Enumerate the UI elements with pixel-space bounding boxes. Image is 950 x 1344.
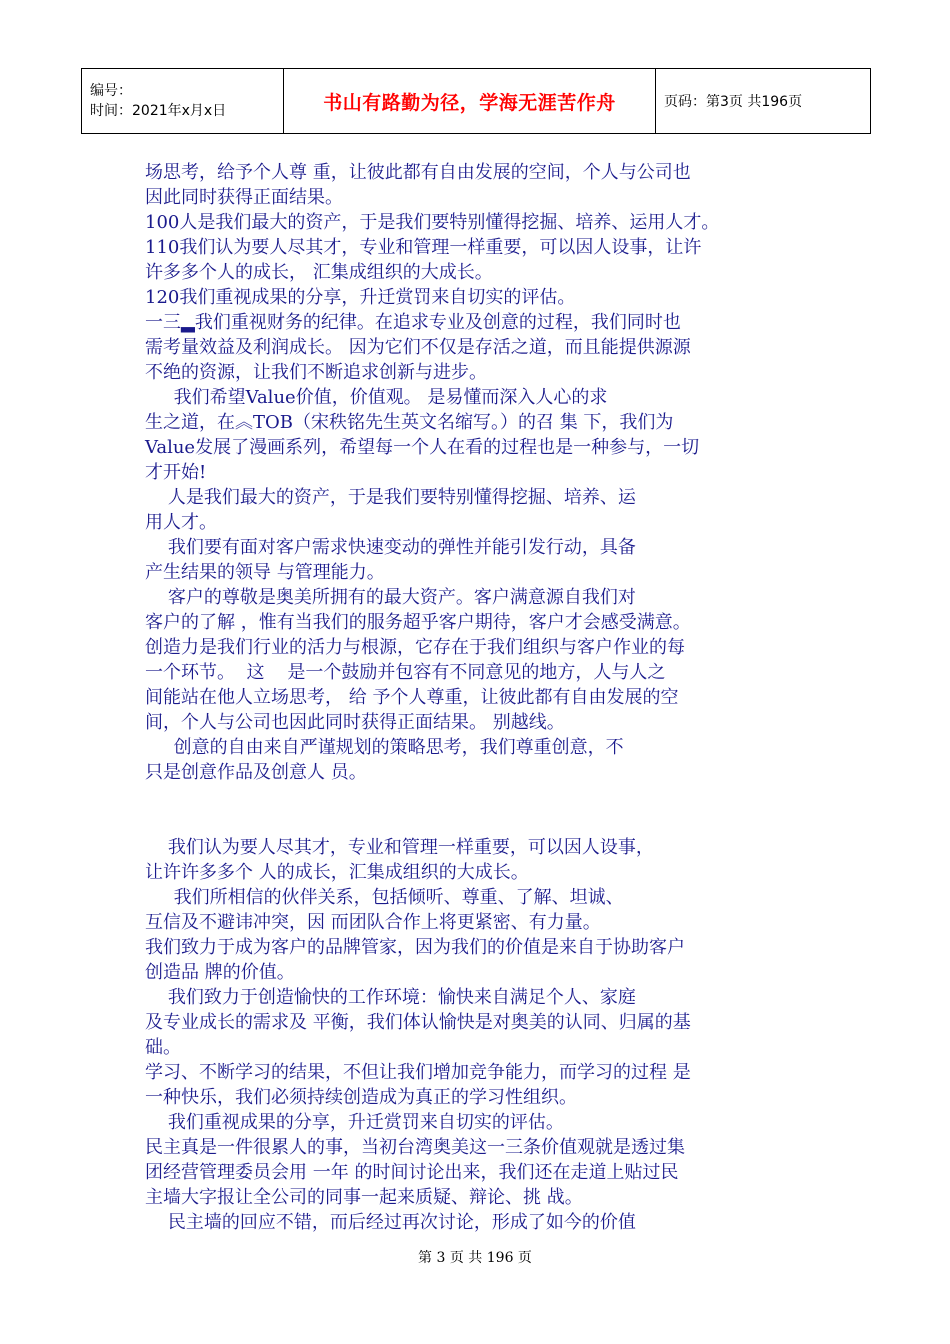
body-line: 客户的了解 ，惟有当我们的服务超乎客户期待，客户才会感受满意。 bbox=[145, 612, 691, 633]
body-line: 场思考，给予个人尊 重，让彼此都有自由发展的空间，个人与公司也 bbox=[145, 162, 691, 183]
page-footer: 第 3 页 共 196 页 bbox=[418, 1250, 532, 1266]
body-line: 我们致力于成为客户的品牌管家，因为我们的价值是来自于协助客户 bbox=[145, 937, 685, 958]
body-line: 间，个人与公司也因此同时获得正面结果。 别越线。 bbox=[145, 712, 565, 733]
body-line: 一个环节。 这 是一个鼓励并包容有不同意见的地方，人与人之 bbox=[145, 662, 666, 683]
body-line: 许多多个人的成长， 汇集成组织的大成长。 bbox=[145, 262, 493, 283]
document-date-label: 时间：2021年x月x日 bbox=[90, 103, 227, 119]
body-line: 一种快乐，我们必须持续创造成为真正的学习性组织。 bbox=[145, 1087, 577, 1108]
body-line: 创意的自由来自严谨规划的策略思考，我们尊重创意，不 bbox=[145, 737, 624, 758]
body-line: 民主墙的回应不错，而后经过再次讨论，形成了如今的价值 bbox=[145, 1212, 636, 1233]
body-line: 因此同时获得正面结果。 bbox=[145, 187, 343, 208]
body-line: 我们重视成果的分享，升迁赏罚来自切实的评估。 bbox=[145, 1112, 564, 1133]
body-line: 我们致力于创造愉快的工作环境：愉快来自满足个人、家庭 bbox=[145, 987, 636, 1008]
body-line: 团经营管理委员会用 一年 的时间讨论出来，我们还在走道上贴过民 bbox=[145, 1162, 679, 1183]
body-line: 间能站在他人立场思考， 给 予个人尊重，让彼此都有自由发展的空 bbox=[145, 687, 679, 708]
document-number-label: 编号： bbox=[90, 83, 132, 99]
body-line: 我们希望Value价值，价值观。 是易懂而深入人心的求 bbox=[145, 387, 608, 408]
page-header-table bbox=[81, 68, 871, 134]
body-line: 不绝的资源，让我们不断追求创新与进步。 bbox=[145, 362, 487, 383]
body-line: 让许许多多个 人的成长，汇集成组织的大成长。 bbox=[145, 862, 529, 883]
body-line: 人是我们最大的资产，于是我们要特别懂得挖掘、培养、运 bbox=[145, 487, 636, 508]
header-meta-cell bbox=[82, 69, 284, 134]
body-line: 120我们重视成果的分享，升迁赏罚来自切实的评估。 bbox=[145, 287, 576, 308]
body-line: 只是创意作品及创意人 员。 bbox=[145, 762, 367, 783]
body-line: 产生结果的领导 与管理能力。 bbox=[145, 562, 385, 583]
body-line: 础。 bbox=[145, 1037, 181, 1058]
body-line: Value发展了漫画系列，希望每一个人在看的过程也是一种参与，一切 bbox=[145, 437, 700, 458]
header-motto: 书山有路勤为径，学海无涯苦作舟 bbox=[284, 69, 656, 134]
body-line: 110我们认为要人尽其才，专业和管理一样重要，可以因人设事，让许 bbox=[145, 237, 702, 258]
body-line: 创造力是我们行业的活力与根源，它存在于我们组织与客户作业的每 bbox=[145, 637, 685, 658]
header-page-info: 页码：第3页 共196页 bbox=[656, 69, 871, 134]
body-line: 学习、不断学习的结果，不但让我们增加竞争能力，而学习的过程 是 bbox=[145, 1062, 691, 1083]
body-line: 需考量效益及利润成长。 因为它们不仅是存活之道，而且能提供源源 bbox=[145, 337, 691, 358]
body-line: 我们要有面对客户需求快速变动的弹性并能引发行动，具备 bbox=[145, 537, 636, 558]
body-line: 用人才。 bbox=[145, 512, 217, 533]
body-line: 主墙大字报让全公司的同事一起来质疑、辩论、挑 战。 bbox=[145, 1187, 583, 1208]
body-text bbox=[145, 160, 810, 1235]
body-line: 及专业成长的需求及 平衡，我们体认愉快是对奥美的认同、归属的基 bbox=[145, 1012, 691, 1033]
body-line: 生之道，在︽TOB（宋秩铭先生英文名缩写。）的召 集 下，我们为 bbox=[145, 412, 674, 433]
body-line: 100人是我们最大的资产，于是我们要特别懂得挖掘、培养、运用人才。 bbox=[145, 212, 720, 233]
body-line bbox=[145, 785, 810, 835]
body-line: 客户的尊敬是奥美所拥有的最大资产。客户满意源自我们对 bbox=[145, 587, 636, 608]
body-line: 我们认为要人尽其才，专业和管理一样重要，可以因人设事， bbox=[145, 837, 654, 858]
body-line: 互信及不避讳冲突，因 而团队合作上将更紧密、有力量。 bbox=[145, 912, 601, 933]
body-line: 创造品 牌的价值。 bbox=[145, 962, 295, 983]
body-line: 一三▂我们重视财务的纪律。在追求专业及创意的过程，我们同时也 bbox=[145, 312, 681, 333]
body-line: 我们所相信的伙伴关系，包括倾听、尊重、了解、坦诚、 bbox=[145, 887, 624, 908]
body-line: 民主真是一件很累人的事，当初台湾奥美这一三条价值观就是透过集 bbox=[145, 1137, 685, 1158]
body-line: 才开始! bbox=[145, 462, 207, 483]
